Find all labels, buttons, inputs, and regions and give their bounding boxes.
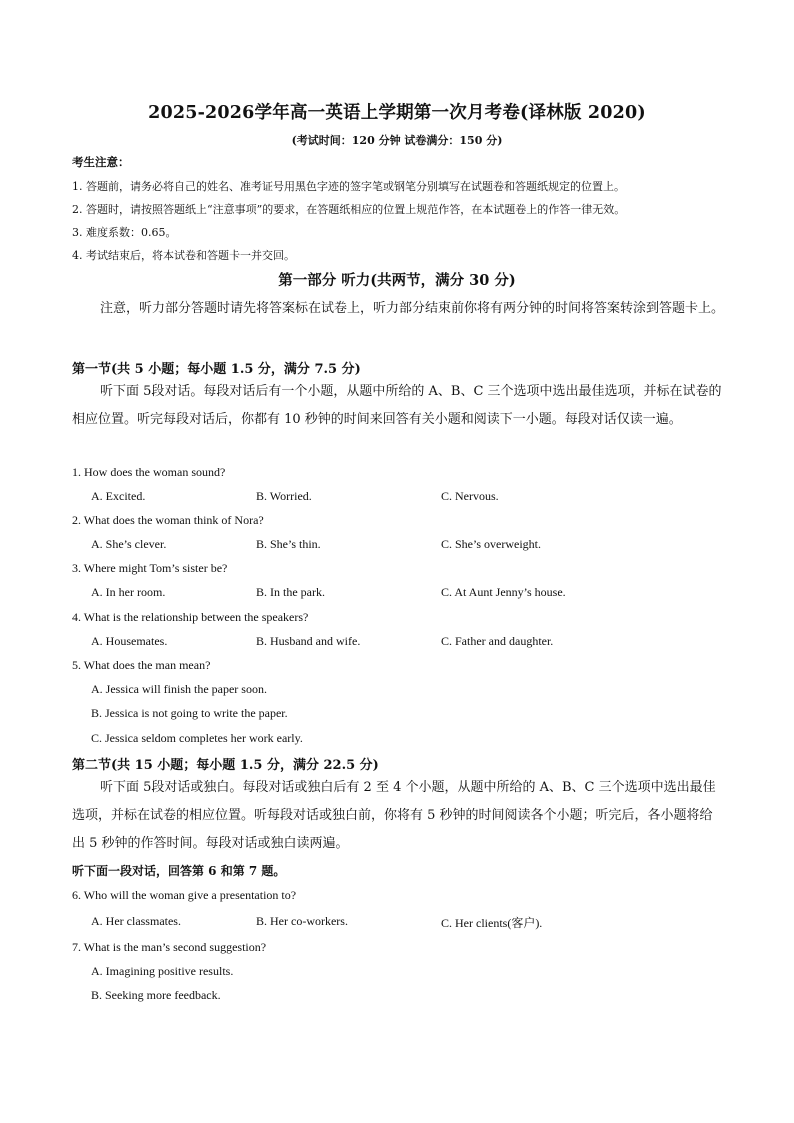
option-a: A. Jessica will finish the paper soon. (91, 682, 267, 696)
option-a: A. Housemates. (91, 634, 168, 648)
option-b: B. Worried. (256, 489, 312, 503)
option-c: C. At Aunt Jenny’s house. (441, 585, 566, 599)
option-c: C. Her clients(客户). (441, 916, 543, 930)
notice-item: 3. 难度系数：0.65。 (72, 226, 177, 239)
section1-heading: 第一节(共 5 小题；每小题 1.5 分，满分 7.5 分) (72, 362, 361, 377)
question-4: 4. What is the relationship between the speakers? (72, 610, 309, 624)
exam-info: (考试时间：120 分钟 试卷满分：150 分) (291, 134, 503, 147)
option-a: A. Her classmates. (91, 914, 181, 928)
question-2: 2. What does the woman think of Nora? (72, 513, 264, 527)
option-c: C. Jessica seldom completes her work early. (91, 731, 303, 745)
part1-intro: 注意，听力部分答题时请先将答案标在试卷上，听力部分结束前你将有两分钟的时间将答案转涂到答题卡上。 (100, 301, 725, 316)
option-a: A. She’s clever. (91, 537, 167, 551)
option-a: A. Imagining positive results. (91, 964, 234, 978)
question-3: 3. Where might Tom’s sister be? (72, 561, 228, 575)
option-c: C. She’s overweight. (441, 537, 541, 551)
option-b: B. In the park. (256, 585, 325, 599)
option-b: B. Husband and wife. (256, 634, 361, 648)
page-title: 2025-2026学年高一英语上学期第一次月考卷(译林版 2020) (148, 103, 646, 123)
question-6: 6. Who will the woman give a presentation to? (72, 888, 297, 902)
option-b: B. She’s thin. (256, 537, 321, 551)
group-instruction: 听下面一段对话，回答第 6 和第 7 题。 (72, 864, 286, 878)
notice-item: 2. 答题时，请按照答题纸上“注意事项”的要求，在答题纸相应的位置上规范作答，在本试题卷上的作答一律无效。 (72, 203, 626, 216)
section2-intro: 听下面 5段对话或独白。每段对话或独白后有 2 至 4 个小题，从题中所给的 A、B、C 三个选项中选出最佳选项，并标在试卷的相应位置。听每段对话或独白前，你将有 5 秒钟的时间阅读各个小题；听完后，各小题将给出 5 秒钟的作答时间。每段对话或独白读两遍。 (72, 780, 716, 851)
question-7: 7. What is the man’s second suggestion? (72, 940, 267, 954)
option-c: C. Father and daughter. (441, 634, 554, 648)
option-c: C. Nervous. (441, 489, 499, 503)
option-b: B. Jessica is not going to write the paper. (91, 706, 288, 720)
part1-heading: 第一部分 听力(共两节，满分 30 分) (278, 272, 516, 289)
option-b: B. Her co-workers. (256, 914, 348, 928)
question-1: 1. How does the woman sound? (72, 465, 226, 479)
option-a: A. In her room. (91, 585, 166, 599)
notice-item: 4. 考试结束后，将本试卷和答题卡一并交回。 (72, 249, 295, 262)
notice-heading: 考生注意： (72, 155, 130, 169)
section2-heading: 第二节(共 15 小题；每小题 1.5 分，满分 22.5 分) (72, 758, 379, 773)
section1-intro: 听下面 5段对话。每段对话后有一个小题，从题中所给的 A、B、C 三个选项中选出最佳选项，并标在试卷的相应位置。听完每段对话后，你都有 10 秒钟的时间来回答有关小题和阅读下一小题。每段对话仅读一遍。 (72, 384, 722, 427)
option-a: A. Excited. (91, 489, 146, 503)
notice-item: 1. 答题前，请务必将自己的姓名、准考证号用黑色字迹的签字笔或钢笔分别填写在试题卷和答题纸规定的位置上。 (72, 180, 625, 193)
question-5: 5. What does the man mean? (72, 658, 211, 672)
option-b: B. Seeking more feedback. (91, 988, 221, 1002)
